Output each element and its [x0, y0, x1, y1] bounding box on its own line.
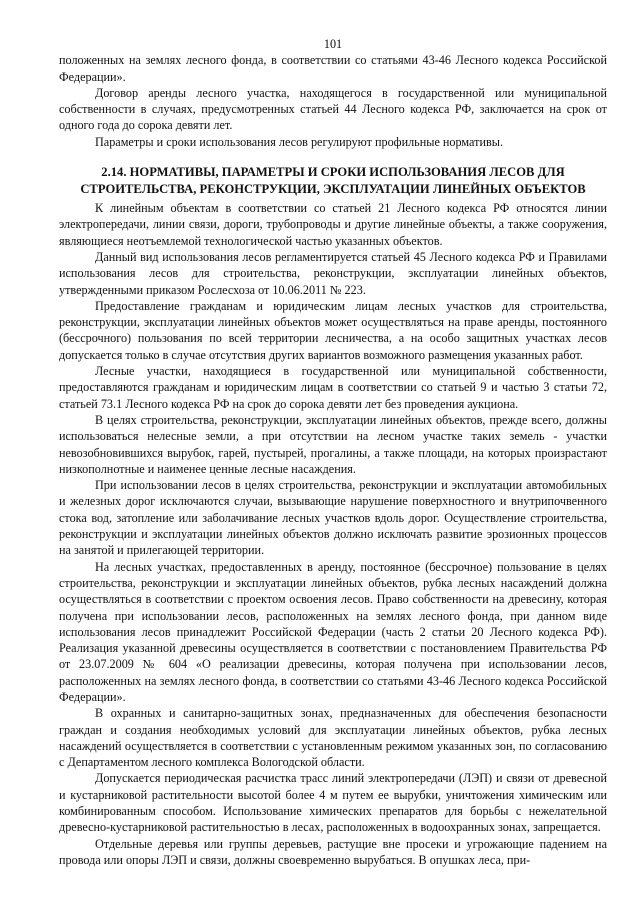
body-paragraph: На лесных участках, предоставленных в аренду, постоянное (бессрочное) пользование в целях строительства, реконструкции и эксплуатации линейных объектов, рубка лесных насаждений должна осуществляться в соответствии с проектом освоения лесов. Право собственности на древесину, которая получена при использовании лесов, расположенных на землях лесного фонда, при данном виде использования лесов принадлежит Российской Федерации (часть 2 статьи 20 Лесного кодекса РФ). Реализация указанной древесины осуществляется в соответствии с постановлением Правительства РФ от 23.07.2009 № 604 «О реализации древесины, которая получена при использовании лесов, расположенных на землях лесного фонда, в соответствии со статьями 43-46 Лесного кодекса Российской Федерации».	[59, 559, 607, 704]
intro-paragraph: Параметры и сроки использования лесов регулируют профильные нормативы.	[95, 134, 503, 149]
body-paragraph: В охранных и санитарно-защитных зонах, предназначенных для обеспечения безопасности граждан и создания необходимых условий для эксплуатации линейных объектов, рубка лесных насаждений осуществляется в соответствии с установленным режимом указанных зон, по согласованию с Департаментом лесного комплекса Вологодской области.	[59, 706, 607, 770]
body-paragraph: Лесные участки, находящиеся в государственной или муниципальной собственности, предоставляются гражданам и юридическим лицам в соответствии со статьей 9 и частью 3 статьи 72, статьей 73.1 Лесного кодекса РФ на срок до сорока девяти лет без проведения аукциона.	[59, 364, 607, 411]
intro-paragraph: Договор аренды лесного участка, находящегося в государственной или муниципальной собственности в случаях, предусмотренных статьей 44 Лесного кодекса РФ, заключается на срок от одного года до сорока девяти лет.	[59, 85, 607, 133]
body-paragraph: Данный вид использования лесов регламентируется статьей 45 Лесного кодекса РФ и Правилами использования лесов для строительства, реконструкции, эксплуатации линейных объектов, утвержденными приказом Рослесхоза от 10.06.2011 № 223.	[59, 249, 607, 297]
body-paragraph: К линейным объектам в соответствии со статьей 21 Лесного кодекса РФ относятся линии электропередачи, линии связи, дороги, трубопроводы и другие линейные объекты, а также сооружения, являющиеся неотъемлемой технологической частью указанных объектов.	[59, 201, 607, 248]
page-number: 101	[323, 37, 343, 51]
body-paragraph: Допускается периодическая расчистка трасс линий электропередачи (ЛЭП) и связи от древесной и кустарниковой растительности высотой более 4 м путем ее вырубки, уничтожения химическим или комбинированным способом. Использование химических препаратов для борьбы с нежелательной древесно-кустарниковой растительностью в лесах, расположенных в водоохранных зонах, запрещается.	[59, 771, 607, 835]
intro-paragraph-continuation: положенных на землях лесного фонда, в соответствии со статьями 43-46 Лесного кодекса Российской Федерации».	[59, 53, 607, 84]
body-paragraph: Предоставление гражданам и юридическим лицам лесных участков для строительства, реконструкции, эксплуатации линейных объектов может осуществляться на праве аренды, постоянного (бессрочного) пользования по всей территории лесничества, а на особо защитных участках лесов допускается только в случае отсутствия других вариантов возможного размещения указанных работ.	[59, 298, 607, 362]
body-paragraph: При использовании лесов в целях строительства, реконструкции и эксплуатации автомобильных и железных дорог исключаются случаи, вызывающие нарушение поверхностного и внутрипочвенного стока вод, затопление или заболачивание лесных участков вдоль дорог. Осуществление строительства, реконструкции и эксплуатации линейных объектов должно исключать развитие эрозионных процессов на занятой и прилегающей территории.	[59, 478, 607, 558]
section-heading: 2.14. НОРМАТИВЫ, ПАРАМЕТРЫ И СРОКИ ИСПОЛЬЗОВАНИЯ ЛЕСОВ ДЛЯ СТРОИТЕЛЬСТВА, РЕКОНСТРУКЦИИ, ЭКСПЛУАТАЦИИ ЛИНЕЙНЫХ ОБЪЕКТОВ	[80, 165, 586, 196]
body-paragraph: Отдельные деревья или группы деревьев, растущие вне просеки и угрожающие падением на провода или опоры ЛЭП и связи, должны своевременно вырубаться. В опушках леса, при-	[59, 836, 607, 867]
body-paragraph: В целях строительства, реконструкции, эксплуатации линейных объектов, прежде всего, должны использоваться нелесные земли, а при отсутствии на лесном участке таких земель - участки невозобновившихся вырубок, гарей, пустырей, прогалины, а также площади, на которых произрастают низкополнотные и наименее ценные лесные насаждения.	[59, 412, 607, 476]
